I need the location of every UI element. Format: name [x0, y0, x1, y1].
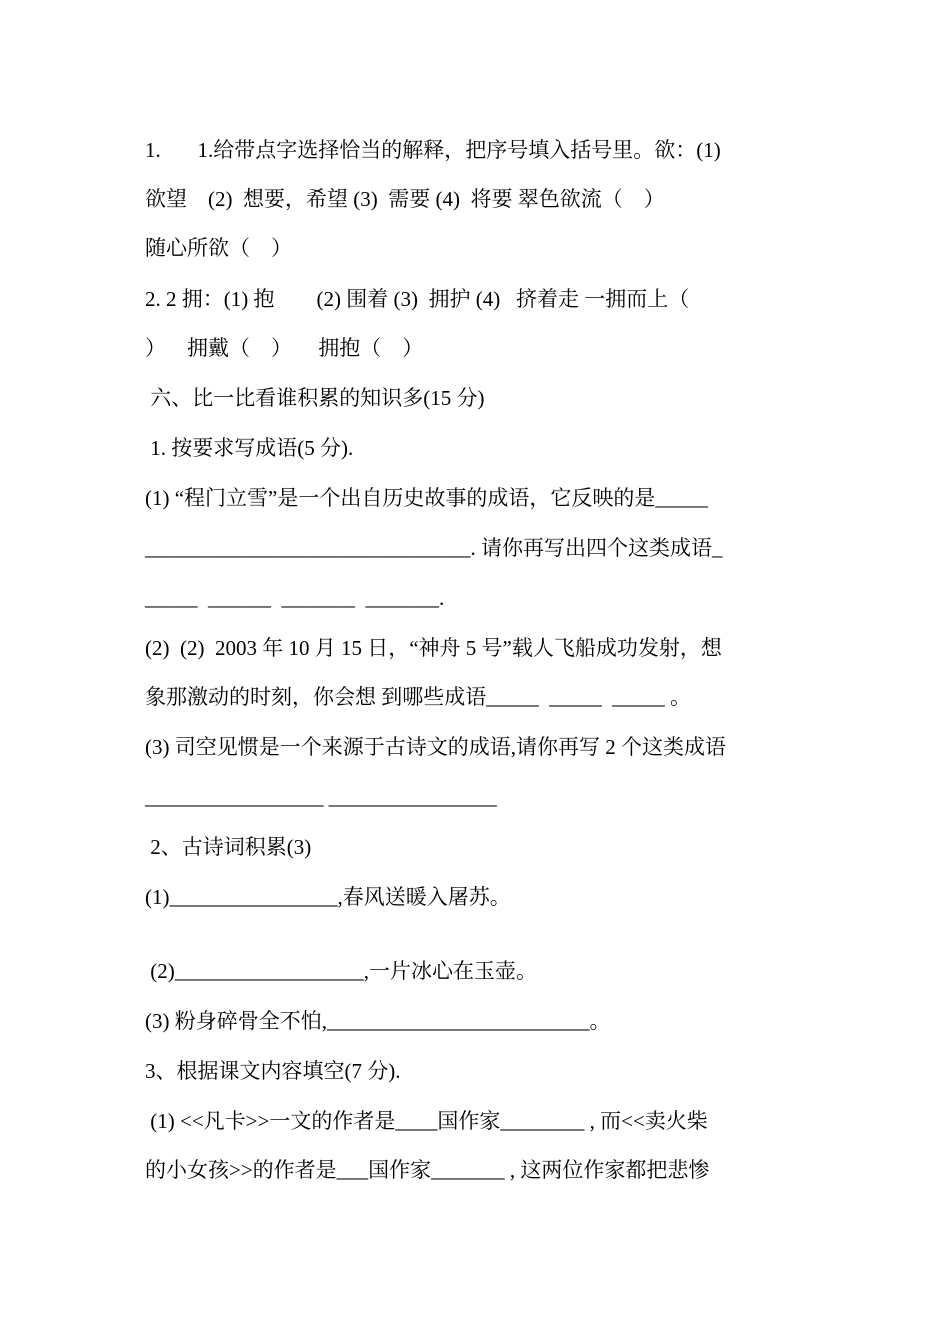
text-line-idiom-1: (1) “程门立雪”是一个出自历史故事的成语，它反映的是_____: [145, 486, 708, 510]
text-line-idiom-1-blanks: _____ ______ _______ _______.: [145, 586, 445, 610]
text-line-poem-3: (3) 粉身碎骨全不怕,_________________________。: [145, 1009, 611, 1033]
text-line-q1-options: 欲望 (2) 想要，希望 (3) 需要 (4) 将要 翠色欲流（ ）: [145, 187, 665, 211]
subheading-idioms: 1. 按要求写成语(5 分).: [145, 436, 354, 460]
text-line-q2: 2. 2 拥：(1) 抱 (2) 围着 (3) 拥护 (4) 挤着走 一拥而上（: [145, 287, 690, 311]
subheading-poetry: 2、古诗词积累(3): [145, 835, 312, 859]
text-line-q2-blanks: ） 拥戴（ ） 拥抱（ ）: [145, 336, 424, 360]
text-line-authors: (1) <<凡卡>>一文的作者是____国作家________ , 而<<卖火柴: [145, 1109, 708, 1133]
text-line-q1: 1. 1.给带点字选择恰当的解释，把序号填入括号里。欲：(1): [145, 138, 721, 162]
text-line-idiom-1-cont: _______________________________. 请你再写出四个这类成语_: [145, 536, 723, 560]
text-line-poem-1: (1)________________,春风送暖入屠苏。: [145, 885, 511, 909]
text-line-idiom-2-cont: 象那激动的时刻，你会想 到哪些成语_____ _____ _____ 。: [145, 685, 691, 709]
text-line-poem-2: (2)__________________,一片冰心在玉壶。: [145, 959, 537, 983]
text-line-idiom-3-blanks: _________________ ________________: [145, 785, 497, 809]
subheading-fill-in: 3、根据课文内容填空(7 分).: [145, 1059, 401, 1083]
text-line-idiom-3: (3) 司空见惯是一个来源于古诗文的成语,请你再写 2 个这类成语: [145, 735, 726, 759]
text-line-idiom-2: (2) (2) 2003 年 10 月 15 日，“神舟 5 号”载人飞船成功发射，想: [145, 636, 722, 660]
text-line-q1-blank: 随心所欲（ ）: [145, 236, 292, 260]
section-heading-six: 六、比一比看谁积累的知识多(15 分): [145, 386, 485, 410]
text-line-authors-cont: 的小女孩>>的作者是___国作家_______ , 这两位作家都把悲惨: [145, 1158, 710, 1182]
